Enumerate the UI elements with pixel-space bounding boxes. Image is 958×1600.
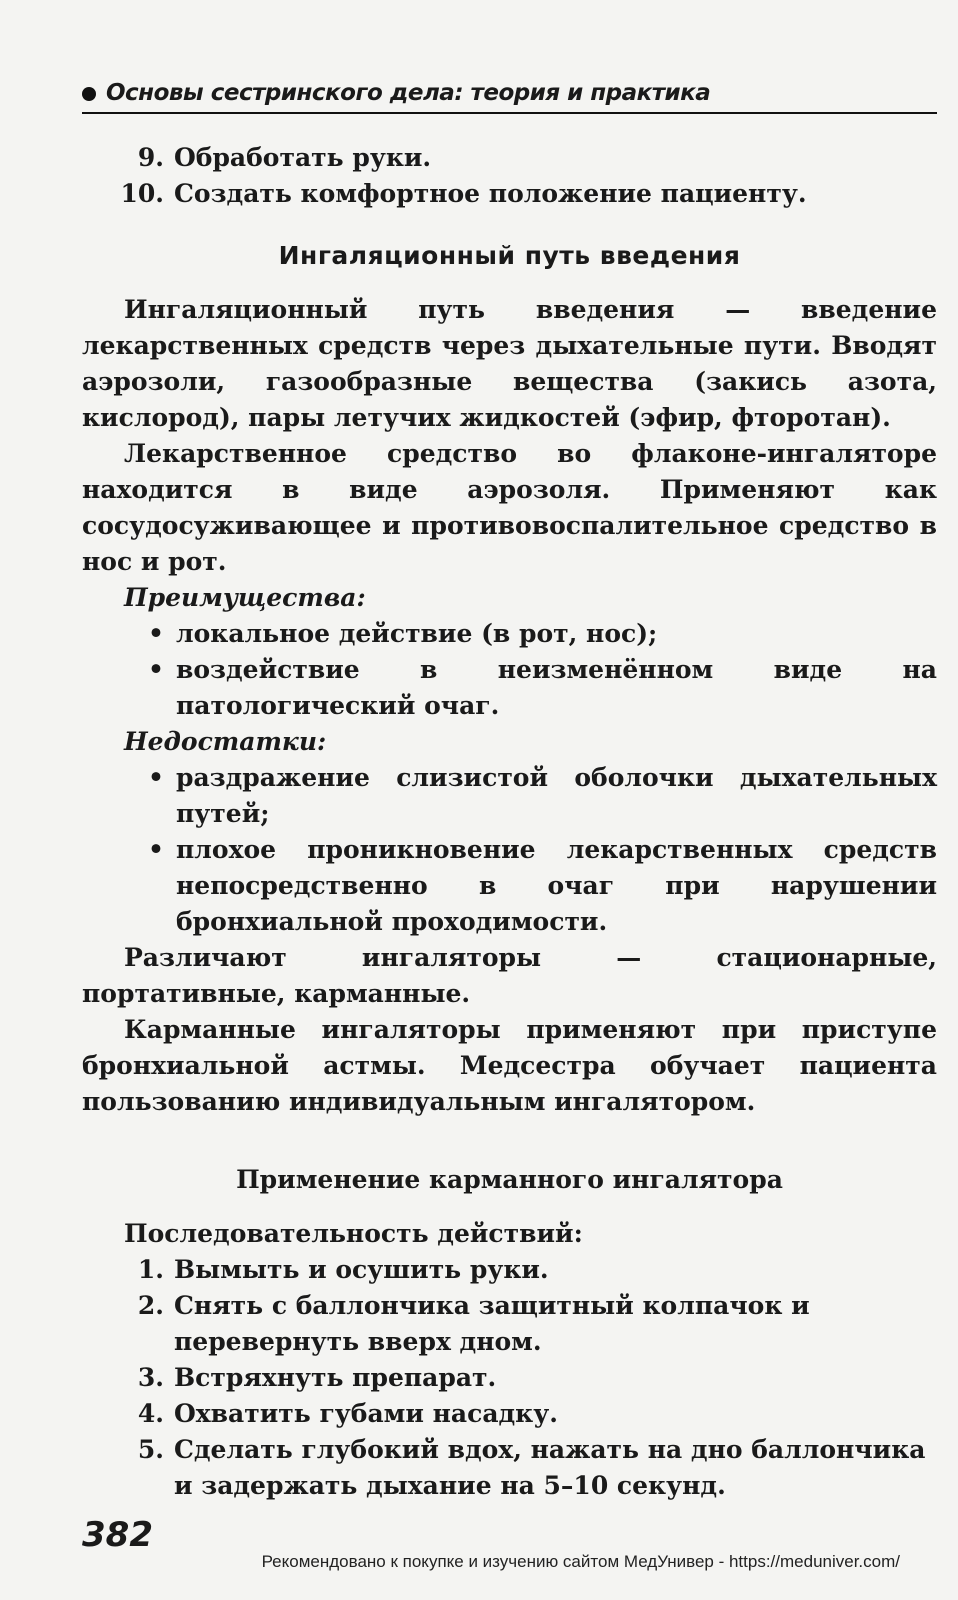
disadvantages-label: Недостатки: xyxy=(124,727,327,756)
list-item xyxy=(82,140,937,176)
list-item xyxy=(82,832,937,940)
paragraph: Лекарственное средство во флаконе-ингаляторе находится в виде аэрозоля. Применяют как сосудосуживающее и противовоспалительное средство в нос и рот. xyxy=(82,439,937,576)
bullet-text: воздействие в неизменённом виде на патологический очаг. xyxy=(176,655,937,720)
paragraph: Различают ингаляторы — стационарные, портативные, карманные. xyxy=(82,943,937,1008)
bullet-icon: • xyxy=(148,763,164,792)
step-text: Встряхнуть препарат. xyxy=(174,1363,497,1392)
step-text: Снять с баллончика защитный колпачок и перевернуть вверх дном. xyxy=(174,1291,810,1356)
list-item xyxy=(82,1396,937,1432)
step-text: Обработать руки. xyxy=(174,143,432,172)
step-text: Охватить губами насадку. xyxy=(174,1399,558,1428)
paragraph: Карманные ингаляторы применяют при приступе бронхиальной астмы. Медсестра обучает пациента пользованию индивидуальным ингалятором. xyxy=(82,1015,937,1116)
step-number: 2. xyxy=(137,1291,164,1320)
list-item xyxy=(82,616,937,652)
disadvantages-list xyxy=(82,760,937,940)
step-text: Создать комфортное положение пациенту. xyxy=(174,179,807,208)
list-item xyxy=(82,1360,937,1396)
list-item xyxy=(82,176,937,212)
footer-note: Рекомендовано к покупке и изучению сайтом МедУнивер - https://meduniver.com/ xyxy=(261,1552,900,1571)
running-head xyxy=(82,80,937,114)
list-item xyxy=(82,652,937,724)
steps-intro: Последовательность действий: xyxy=(124,1219,583,1248)
list-item xyxy=(82,1432,937,1504)
step-number: 5. xyxy=(137,1435,164,1464)
bullet-icon: • xyxy=(148,835,164,864)
advantages-label: Преимущества: xyxy=(124,583,366,612)
list-item xyxy=(82,1288,937,1360)
step-number: 4. xyxy=(137,1399,164,1428)
step-text: Вымыть и осушить руки. xyxy=(174,1255,549,1284)
section-heading-inhalation: Ингаляционный путь введения xyxy=(278,241,741,270)
step-number: 10. xyxy=(120,179,164,208)
section-heading-pocket-inhaler: Применение карманного ингалятора xyxy=(236,1165,783,1194)
bullet-icon xyxy=(82,87,96,101)
step-number: 3. xyxy=(137,1363,164,1392)
bullet-icon: • xyxy=(148,655,164,684)
running-head-text: Основы сестринского дела: теория и практика xyxy=(106,80,711,106)
bullet-text: плохое проникновение лекарственных средств непосредственно в очаг при нарушении бронхиальной проходимости. xyxy=(176,835,937,936)
page-number: 382 xyxy=(82,1515,153,1555)
step-number: 9. xyxy=(137,143,164,172)
advantages-list xyxy=(82,616,937,724)
bullet-icon: • xyxy=(148,619,164,648)
bullet-text: раздражение слизистой оболочки дыхательных путей; xyxy=(176,763,937,828)
bullet-text: локальное действие (в рот, нос); xyxy=(176,619,658,648)
page-content xyxy=(82,140,937,1504)
step-number: 1. xyxy=(137,1255,164,1284)
step-text: Сделать глубокий вдох, нажать на дно баллончика и задержать дыхание на 5–10 секунд. xyxy=(174,1435,926,1500)
list-item xyxy=(82,1252,937,1288)
list-item xyxy=(82,760,937,832)
paragraph: Ингаляционный путь введения — введение лекарственных средств через дыхательные пути. Вводят аэрозоли, газообразные вещества (закись азота, кислород), пары летучих жидкостей (эфир, фторотан). xyxy=(82,295,937,432)
